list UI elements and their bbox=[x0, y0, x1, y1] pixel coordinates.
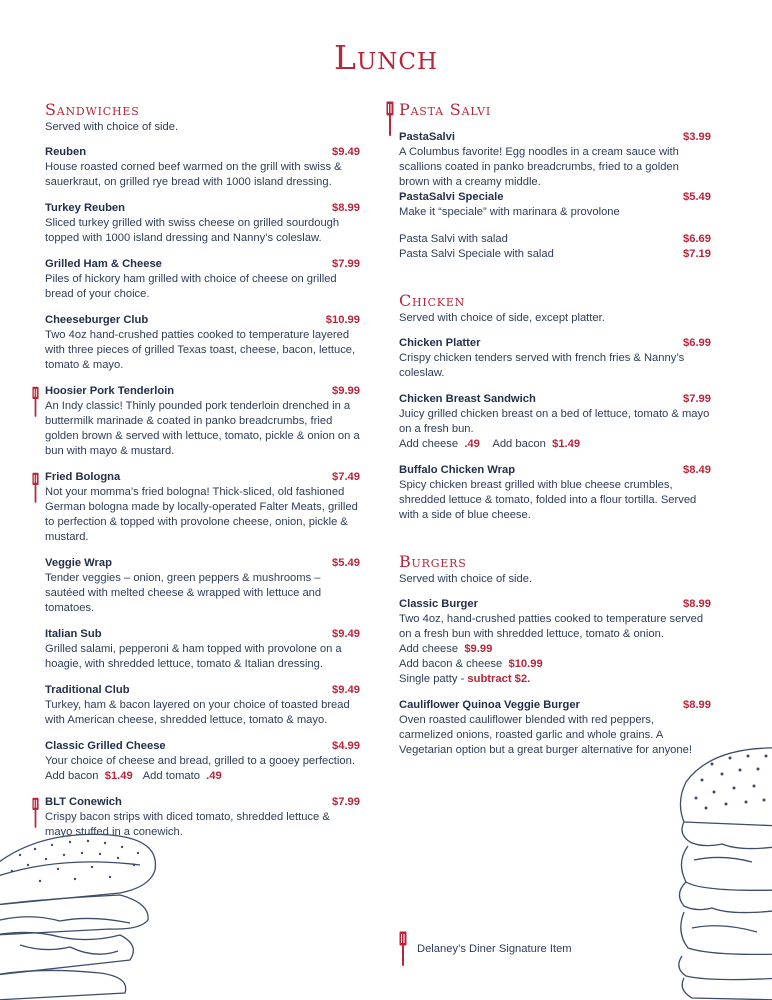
item-price: $5.49 bbox=[683, 191, 711, 203]
menu-item bbox=[45, 470, 360, 545]
item-name: Hoosier Pork Tenderloin bbox=[45, 385, 175, 397]
item-price: $7.49 bbox=[332, 471, 360, 483]
page-title: Lunch bbox=[333, 38, 439, 77]
menu-item bbox=[45, 201, 360, 246]
menu-item-list bbox=[45, 145, 360, 840]
item-description: Not your momma’s fried bologna! Thick-sliced, old fashioned German bologna made by locally-operated Falter Meats, grilled to perfection & topped with provolone cheese, onion, pickle & mustard. bbox=[45, 486, 358, 543]
item-name: Classic Grilled Cheese bbox=[45, 740, 166, 752]
item-name: BLT Conewich bbox=[45, 796, 122, 808]
item-description: Spicy chicken breast grilled with blue cheese crumbles, shredded lettuce & tomato, folded into a flour tortilla. Served with a side of blue cheese. bbox=[399, 479, 697, 521]
item-description: Turkey, ham & bacon layered on your choice of toasted bread with American cheese, shredded lettuce, tomato & mayo. bbox=[45, 699, 350, 726]
addon-label: Add cheese bbox=[399, 438, 459, 450]
item-description: Oven roasted cauliflower blended with red peppers, carmelized onions, roasted garlic and whole grains. A Vegetarian option but a great burger alternative for anyone! bbox=[399, 714, 692, 756]
addon-line bbox=[399, 657, 711, 672]
item-name: Traditional Club bbox=[45, 684, 130, 696]
item-description: Crispy bacon strips with diced tomato, shredded lettuce & mayo stuffed in a conewich. bbox=[45, 811, 330, 838]
item-description: Your choice of cheese and bread, grilled to a gooey perfection. bbox=[45, 755, 355, 767]
item-name: Chicken Breast Sandwich bbox=[399, 393, 536, 405]
addon-price: $9.99 bbox=[464, 643, 493, 655]
item-name: Cauliflower Quinoa Veggie Burger bbox=[399, 699, 580, 711]
burger-illustration-icon bbox=[672, 742, 772, 1000]
addon-price: .49 bbox=[464, 438, 480, 450]
addon-price: subtract $2. bbox=[467, 673, 531, 685]
item-name: PastaSalvi bbox=[399, 131, 455, 143]
section-title-pasta: Pasta Salvi bbox=[399, 100, 492, 119]
section-title-chicken: Chicken bbox=[399, 291, 466, 310]
addon-line bbox=[399, 642, 711, 657]
item-price: $5.49 bbox=[332, 557, 360, 569]
spatula-icon bbox=[32, 471, 39, 505]
item-description: Piles of hickory ham grilled with choice of cheese on grilled bread of your choice. bbox=[45, 273, 337, 300]
menu-item bbox=[399, 597, 711, 687]
extra-item bbox=[399, 247, 711, 262]
addon bbox=[143, 770, 222, 782]
chicken-section bbox=[399, 292, 711, 523]
spatula-icon bbox=[399, 931, 407, 967]
addon-line bbox=[399, 672, 711, 687]
item-price: $9.49 bbox=[332, 684, 360, 696]
sandwich-illustration-icon bbox=[0, 825, 200, 1000]
item-name: Italian Sub bbox=[45, 628, 102, 640]
menu-item bbox=[45, 145, 360, 190]
spatula-icon bbox=[386, 101, 394, 137]
item-name: Reuben bbox=[45, 146, 87, 158]
addon-label: Add bacon bbox=[492, 438, 546, 450]
section-note: Served with choice of side. bbox=[45, 121, 179, 133]
menu-item bbox=[45, 739, 360, 784]
addon-label: Add bacon bbox=[45, 770, 99, 782]
item-price: $8.99 bbox=[683, 598, 711, 610]
item-description: Grilled salami, pepperoni & ham topped with provolone on a hoagie, with shredded lettuce, tomato & Italian dressing. bbox=[45, 643, 342, 670]
item-description: An Indy classic! Thinly pounded pork tenderloin drenched in a buttermilk marinade & coated in panko breadcrumbs, fried golden brown & served with lettuce, tomato, pickle & onion on a bun with mayo & mustard. bbox=[45, 400, 360, 457]
item-description: Make it “speciale” with marinara & provolone bbox=[399, 206, 620, 218]
addon-price: $1.49 bbox=[552, 438, 581, 450]
legend-text: Delaney’s Diner Signature Item bbox=[417, 943, 572, 955]
addon bbox=[45, 770, 133, 782]
signature-legend bbox=[399, 931, 572, 967]
item-name: PastaSalvi Speciale bbox=[399, 191, 504, 203]
addon bbox=[399, 438, 480, 450]
menu-item bbox=[399, 190, 711, 220]
menu-item bbox=[45, 556, 360, 616]
item-description: Sliced turkey grilled with swiss cheese on grilled sourdough topped with 1000 island dressing and Nanny’s coleslaw. bbox=[45, 217, 340, 244]
addon-line bbox=[45, 769, 360, 784]
item-name: Pasta Salvi with salad bbox=[399, 233, 508, 245]
item-name: Buffalo Chicken Wrap bbox=[399, 464, 516, 476]
item-name: Classic Burger bbox=[399, 598, 478, 610]
item-name: Cheeseburger Club bbox=[45, 314, 149, 326]
item-name: Veggie Wrap bbox=[45, 557, 112, 569]
item-price: $7.19 bbox=[683, 248, 711, 260]
item-price: $9.99 bbox=[332, 385, 360, 397]
item-price: $3.99 bbox=[683, 131, 711, 143]
spatula-icon bbox=[32, 385, 39, 419]
addon-label: Single patty - bbox=[399, 673, 465, 685]
item-description: Two 4oz hand-crushed patties cooked to temperature layered with three pieces of grilled Texas toast, cheese, bacon, lettuce, tomato & mayo. bbox=[45, 329, 356, 371]
addon-line bbox=[399, 437, 711, 452]
item-name: Fried Bologna bbox=[45, 471, 121, 483]
menu-item bbox=[399, 336, 711, 381]
section-note: Served with choice of side, except platter. bbox=[399, 312, 605, 324]
item-description: A Columbus favorite! Egg noodles in a cream sauce with scallions coated in panko breadcrumbs, fried to a golden brown with a creamy middle. bbox=[399, 146, 679, 188]
menu-item bbox=[399, 392, 711, 452]
item-price: $6.99 bbox=[683, 337, 711, 349]
item-price: $9.49 bbox=[332, 628, 360, 640]
menu-item bbox=[399, 698, 711, 758]
pasta-section bbox=[399, 101, 711, 262]
item-price: $8.49 bbox=[683, 464, 711, 476]
section-title-burgers: Burgers bbox=[399, 552, 467, 571]
item-name: Pasta Salvi Speciale with salad bbox=[399, 248, 554, 260]
sandwiches-section bbox=[45, 101, 360, 840]
addon-label: Add cheese bbox=[399, 643, 459, 655]
item-price: $7.99 bbox=[332, 796, 360, 808]
menu-item bbox=[45, 257, 360, 302]
right-column bbox=[399, 101, 711, 758]
extra-item bbox=[399, 232, 711, 247]
item-description: House roasted corned beef warmed on the grill with swiss & sauerkraut, on grilled rye bread with 1000 island dressing. bbox=[45, 161, 342, 188]
menu-item bbox=[399, 130, 711, 190]
menu-item bbox=[45, 627, 360, 672]
item-name: Grilled Ham & Cheese bbox=[45, 258, 162, 270]
item-description: Crispy chicken tenders served with french fries & Nanny’s coleslaw. bbox=[399, 352, 685, 379]
menu-item bbox=[45, 313, 360, 373]
item-description: Two 4oz, hand-crushed patties cooked to temperature served on a fresh bun with shredded lettuce, tomato & onion. bbox=[399, 613, 704, 640]
item-price: $7.99 bbox=[683, 393, 711, 405]
addon bbox=[492, 438, 580, 450]
item-name: Turkey Reuben bbox=[45, 202, 125, 214]
burgers-section bbox=[399, 553, 711, 758]
item-price: $4.99 bbox=[332, 740, 360, 752]
item-description: Tender veggies – onion, green peppers & mushrooms – sautéed with melted cheese & wrapped with lettuce and tomatoes. bbox=[45, 572, 322, 614]
menu-item bbox=[399, 463, 711, 523]
addon-label: Add tomato bbox=[142, 770, 200, 782]
menu-item bbox=[45, 683, 360, 728]
item-price: $7.99 bbox=[332, 258, 360, 270]
item-price: $9.49 bbox=[332, 146, 360, 158]
addon-price: $1.49 bbox=[104, 770, 133, 782]
item-description: Juicy grilled chicken breast on a bed of lettuce, tomato & mayo on a fresh bun. bbox=[399, 408, 710, 435]
addon-price: $10.99 bbox=[508, 658, 543, 670]
menu-item bbox=[45, 384, 360, 459]
item-price: $6.69 bbox=[683, 233, 711, 245]
section-title-sandwiches: Sandwiches bbox=[45, 100, 140, 119]
addon-label: Add bacon & cheese bbox=[399, 658, 503, 670]
item-name: Chicken Platter bbox=[399, 337, 481, 349]
item-price: $8.99 bbox=[683, 699, 711, 711]
section-note: Served with choice of side. bbox=[399, 573, 533, 585]
addon-price: .49 bbox=[206, 770, 222, 782]
item-price: $10.99 bbox=[325, 314, 360, 326]
item-price: $8.99 bbox=[332, 202, 360, 214]
